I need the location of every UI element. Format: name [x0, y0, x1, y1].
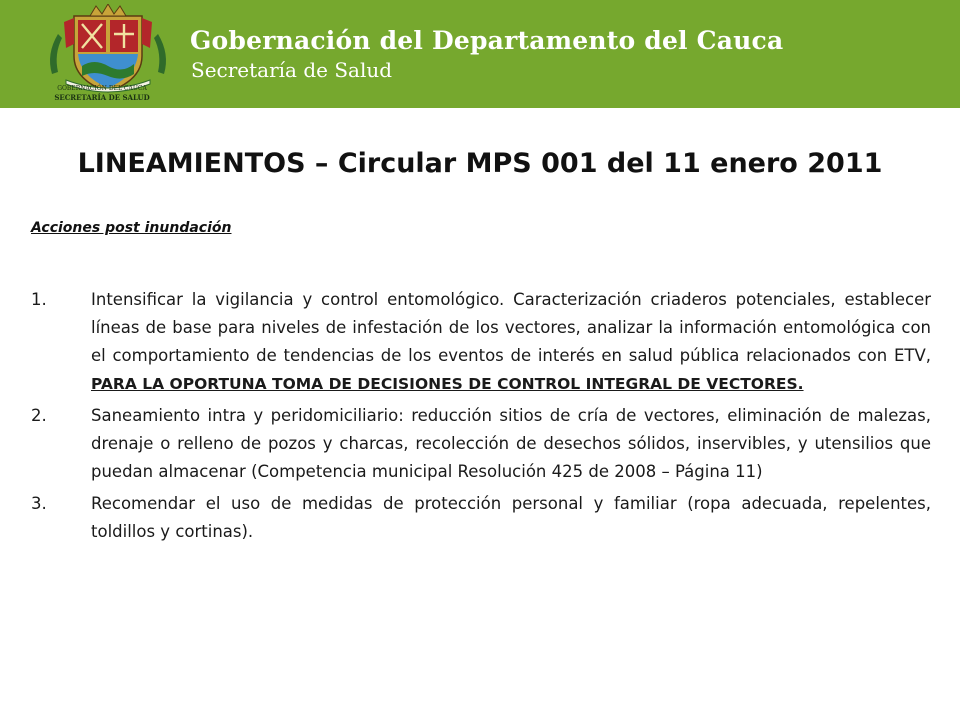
item-text: Saneamiento intra y peridomiciliario: reducción sitios de cría de vectores, eliminación de malezas, drenaje o relleno de pozos y charcas, recolección de desechos sólidos, inservibles, y utensilios que puedan almacenar (Competencia municipal Resolución 425 de 2008 – Página 11) [91, 406, 931, 481]
list-item [31, 402, 931, 486]
logo-caption-line1: GOBERNACIÓN DEL CAUCA [57, 85, 147, 92]
item-number: 2. [31, 406, 47, 425]
item-number: 3. [31, 494, 47, 513]
header-band [0, 0, 960, 108]
logo-caption [44, 84, 160, 102]
organization-subtitle: Secretaría de Salud [191, 58, 393, 82]
slide-title: LINEAMIENTOS – Circular MPS 001 del 11 enero 2011 [77, 148, 883, 179]
item-emphasis: PARA LA OPORTUNA TOMA DE DECISIONES DE CONTROL INTEGRAL DE VECTORES. [91, 375, 804, 393]
item-number: 1. [31, 290, 47, 309]
item-text: Intensificar la vigilancia y control entomológico. Caracterización criaderos potenciales, establecer líneas de base para niveles de infestación de los vectores, analizar la información entomológica con el comportamiento de tendencias de los eventos de interés en salud pública relacionados con ETV, [91, 290, 931, 365]
list-item [31, 286, 931, 398]
list-item [31, 490, 931, 546]
item-text: Recomendar el uso de medidas de protección personal y familiar (ropa adecuada, repelentes, toldillos y cortinas). [91, 494, 931, 541]
section-heading: Acciones post inundación [31, 220, 232, 236]
action-list [31, 286, 931, 546]
organization-title: Gobernación del Departamento del Cauca [190, 26, 784, 55]
logo-caption-line2: SECRETARÍA DE SALUD [54, 93, 150, 102]
